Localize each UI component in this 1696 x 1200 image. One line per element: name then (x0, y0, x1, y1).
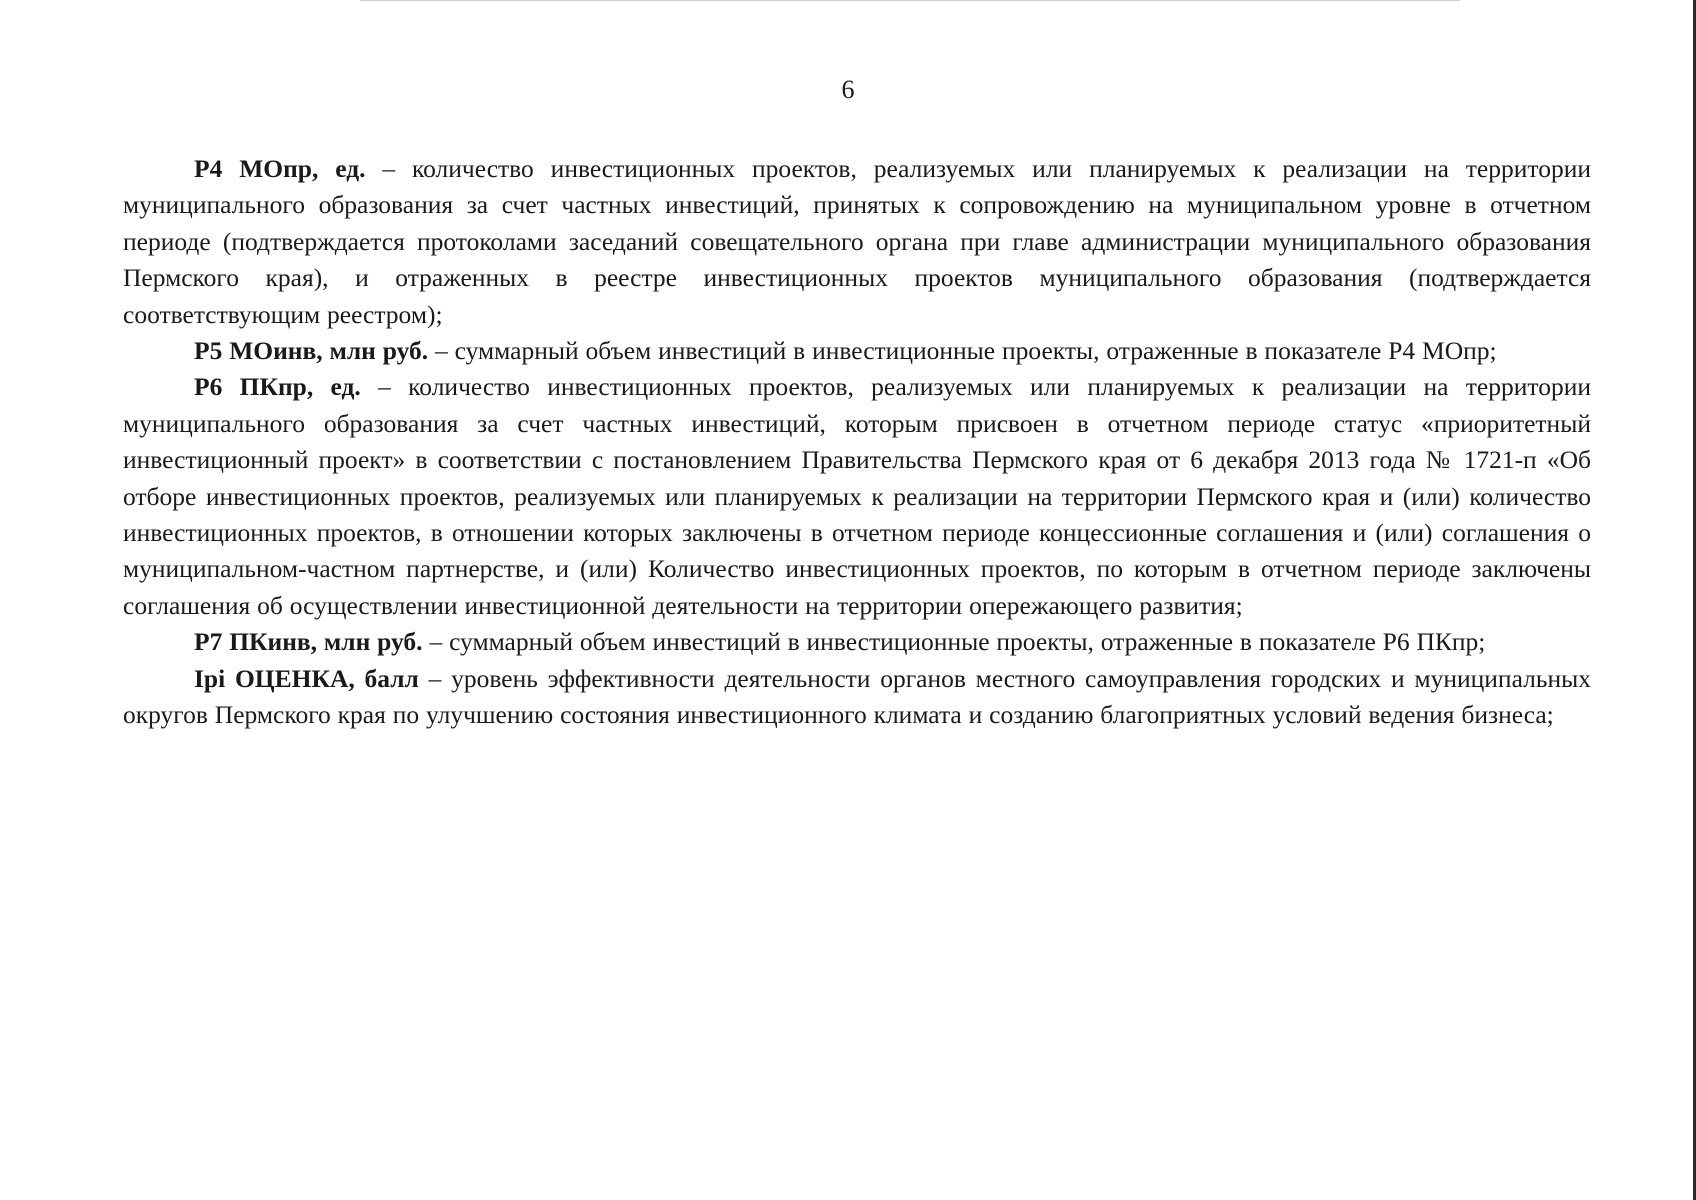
paragraph-ipi (123, 661, 1591, 734)
scan-edge-top (360, 0, 1460, 1)
definition-p7: – суммарный объем инвестиций в инвестиционные проекты, отраженные в показателе P6 ПКпр; (422, 627, 1486, 657)
definition-p6: – количество инвестиционных проектов, реализуемых или планируемых к реализации на территории муниципального образования за счет частных инвестиций, которым присвоен в отчетном периоде статус «приоритетный инвестиционный проект» в соответствии с постановлением Правительства Пермского края от 6 декабря 2013 года № 1721-п «Об отборе инвестиционных проектов, реализуемых или планируемых к реализации на территории Пермского края и (или) количество инвестиционных проектов, в отношении которых заключены в отчетном периоде концессионные соглашения и (или) соглашения о муниципальном-частном партнерстве, и (или) Количество инвестиционных проектов, по которым в отчетном периоде заключены соглашения об осуществлении инвестиционной деятельности на территории опережающего развития; (123, 372, 1591, 620)
paragraph-p7 (123, 624, 1591, 660)
definition-ipi: – уровень эффективности деятельности органов местного самоуправления городских и муниципальных округов Пермского края по улучшению состояния инвестиционного климата и созданию благоприятных условий ведения бизнеса; (123, 663, 1591, 730)
definition-p4: – количество инвестиционных проектов, реализуемых или планируемых к реализации на территории муниципального образования за счет частных инвестиций, принятых к сопровождению на муниципальном уровне в отчетном периоде (подтверждается протоколами заседаний совещательного органа при главе администрации муниципального образования Пермского края), и отраженных в реестре инвестиционных проектов муниципального образования (подтверждается соответствующим реестром); (123, 154, 1591, 329)
paragraph-p5 (123, 333, 1591, 369)
document-body (123, 151, 1591, 734)
paragraph-p6 (123, 369, 1591, 624)
definition-p5: – суммарный объем инвестиций в инвестиционные проекты, отраженные в показателе P4 МОпр; (428, 336, 1497, 366)
term-p7: P7 ПКинв, млн руб. (194, 627, 423, 657)
term-p6: P6 ПКпр, ед. (194, 372, 361, 402)
term-p4: P4 МОпр, ед. (194, 154, 366, 183)
term-p5: P5 МОинв, млн руб. (194, 336, 429, 366)
paragraph-p4 (123, 151, 1591, 333)
term-ipi: Ipi ОЦЕНКА, балл (194, 663, 419, 693)
page-number: 6 (841, 75, 855, 104)
